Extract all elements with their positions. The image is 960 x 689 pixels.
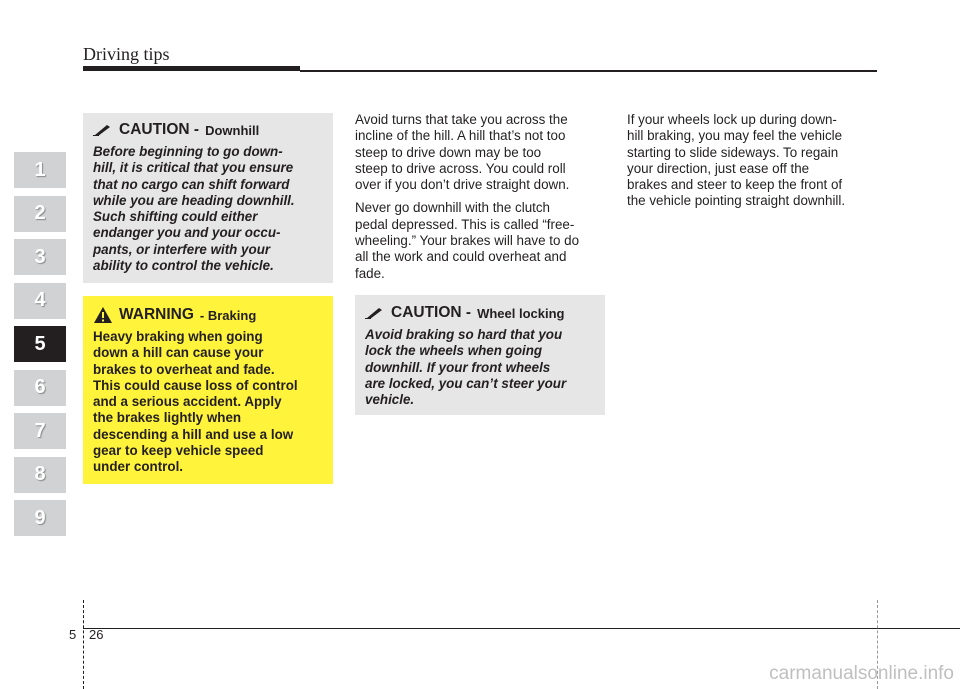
caution-downhill-heading: [93, 121, 325, 139]
chapter-tab-8[interactable]: 8: [14, 457, 66, 493]
caution-label: CAUTION -: [391, 304, 472, 321]
text-line: incline of the hill. A hill that’s not too: [355, 128, 566, 144]
text-line: downhill. If your front wheels: [365, 359, 551, 375]
text-line: steep to drive across. You could roll: [355, 160, 566, 176]
chapter-tab-6[interactable]: 6: [14, 370, 66, 406]
caution-wheel-locking-text: [365, 327, 597, 408]
footer-crop-line: [83, 600, 85, 689]
footer-rule: [83, 628, 960, 629]
chapter-tab-9[interactable]: 9: [14, 500, 66, 536]
chapter-tab-1[interactable]: 1: [14, 152, 66, 188]
footer-chapter-number: 5: [69, 627, 77, 642]
footer-page-number: 26: [89, 627, 104, 642]
chapter-tab-5-active[interactable]: 5: [14, 326, 66, 362]
text-line: hill braking, you may feel the vehicle: [627, 128, 843, 144]
chapter-tab-4[interactable]: 4: [14, 283, 66, 319]
paragraph-clutch: [355, 200, 605, 281]
text-line: pants, or interfere with your: [93, 241, 271, 257]
text-line: Never go downhill with the clutch: [355, 200, 551, 216]
text-line: pedal depressed. This is called “free-: [355, 216, 575, 232]
caution-downhill-box: [83, 113, 333, 283]
warning-triangle-icon: [93, 306, 113, 324]
text-line: Heavy braking when going: [93, 329, 263, 344]
text-line: while you are heading downhill.: [93, 192, 295, 208]
right-column-text: [627, 112, 877, 217]
text-line: your direction, just ease off the: [627, 160, 810, 176]
caution-label: CAUTION -: [119, 121, 200, 138]
text-line: fade.: [355, 265, 385, 281]
caution-wheel-locking-box: [355, 295, 605, 415]
text-line: are locked, you can’t steer your: [365, 375, 567, 391]
text-line: that no cargo can shift forward: [93, 176, 290, 192]
caution-subtitle: Downhill: [205, 122, 260, 138]
text-line: wheeling.” Your brakes will have to do: [355, 233, 580, 249]
chapter-tab-2[interactable]: 2: [14, 196, 66, 232]
warning-braking-heading: [93, 306, 325, 324]
chapter-tab-7[interactable]: 7: [14, 413, 66, 449]
watermark: carmanualsonline.info: [769, 663, 954, 684]
text-line: and a serious accident. Apply: [93, 394, 282, 410]
middle-column-text: [355, 112, 605, 289]
caution-wheel-locking-heading: [365, 304, 597, 322]
text-line: descending a hill and use a low: [93, 426, 294, 442]
text-line: the brakes lightly when: [93, 410, 242, 426]
text-line: If your wheels lock up during down-: [627, 112, 837, 127]
text-line: Avoid braking so hard that you: [365, 327, 563, 342]
text-line: vehicle.: [365, 392, 415, 408]
chapter-tabs: [14, 152, 66, 544]
pencil-icon: [93, 124, 113, 136]
text-line: Such shifting could either: [93, 209, 258, 225]
page-header-title: Driving tips: [83, 44, 170, 64]
text-line: over if you don’t drive straight down.: [355, 177, 570, 193]
text-line: brakes to overheat and fade.: [93, 361, 275, 377]
text-line: This could cause loss of control: [93, 377, 298, 393]
caution-subtitle: Wheel locking: [477, 305, 565, 321]
text-line: starting to slide sideways. To regain: [627, 144, 839, 160]
text-line: the vehicle pointing straight downhill.: [627, 193, 846, 209]
warning-label: WARNING: [119, 306, 194, 323]
text-line: steep to drive down may be too: [355, 144, 542, 160]
chapter-tab-3[interactable]: 3: [14, 239, 66, 275]
warning-subtitle: - Braking: [199, 307, 257, 323]
text-line: gear to keep vehicle speed: [93, 443, 264, 459]
text-line: endanger you and your occu-: [93, 225, 281, 241]
text-line: hill, it is critical that you ensure: [93, 160, 294, 176]
pencil-icon: [365, 307, 385, 319]
caution-downhill-text: [93, 144, 325, 274]
warning-braking-box: [83, 296, 333, 484]
warning-braking-text: [93, 329, 325, 476]
text-line: lock the wheels when going: [365, 343, 543, 359]
text-line: ability to control the vehicle.: [93, 258, 274, 274]
text-line: Before beginning to go down-: [93, 144, 283, 159]
text-line: down a hill can cause your: [93, 345, 264, 361]
text-line: brakes and steer to keep the front of: [627, 177, 843, 193]
paragraph-wheel-lockup: [627, 112, 877, 210]
paragraph-turns: [355, 112, 605, 193]
text-line: under control.: [93, 459, 184, 475]
text-line: Avoid turns that take you across the: [355, 112, 568, 127]
header-rule-thick: [83, 66, 300, 71]
text-line: all the work and could overheat and: [355, 249, 567, 265]
header-rule-thin: [300, 70, 877, 72]
